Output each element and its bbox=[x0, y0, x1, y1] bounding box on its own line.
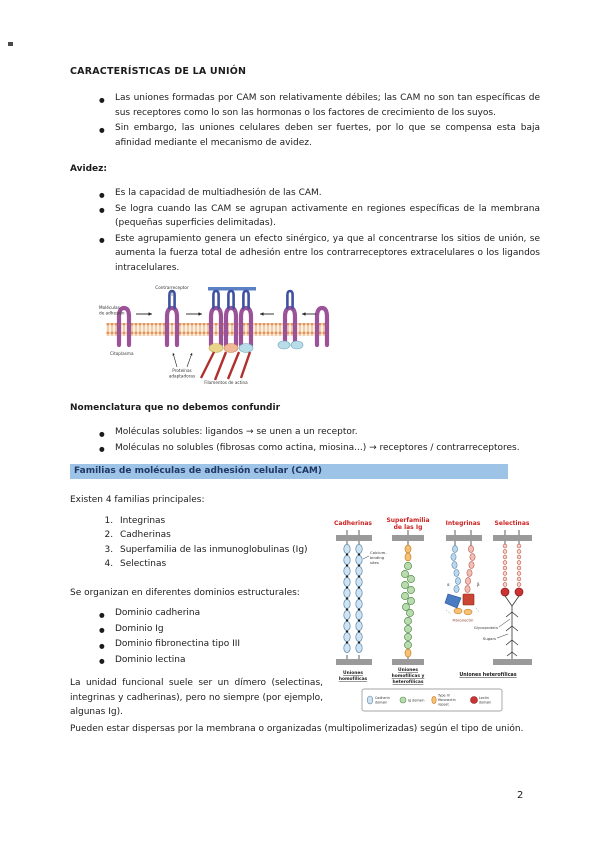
col-header-cadherinas: Cadherinas bbox=[334, 520, 372, 527]
selectin-dimer bbox=[501, 544, 523, 659]
col-header-superfamilia: Superfamilia bbox=[386, 517, 430, 524]
list-item: 4. Selectinas bbox=[116, 557, 540, 572]
list-item: ● Es la capacidad de multiadhesión de las CAM. bbox=[115, 186, 540, 201]
dominios-intro: Se organizan en diferentes dominios estructurales: bbox=[70, 587, 300, 598]
avidez-heading: Avidez: bbox=[70, 164, 107, 174]
binding-label-heterophilic: Uniones heterofílicas bbox=[459, 673, 517, 678]
glycoprotein-structure bbox=[505, 596, 519, 659]
adaptor-protein bbox=[278, 341, 290, 349]
list-item: ● Sin embargo, las uniones celulares deben ser fuertes, por lo que se compensa esta baja afinidad mediante el mecanismo de avidez. bbox=[115, 121, 540, 150]
list-item: 2. Cadherinas bbox=[116, 528, 540, 543]
label-alpha: α bbox=[447, 582, 450, 587]
svg-text:Ig domain: Ig domain bbox=[408, 698, 425, 703]
legend-ig-icon bbox=[400, 697, 406, 703]
paragraph-dimero: La unidad funcional suele ser un dímero (selectinas, integrinas y cadherinas), pero no siempre (por ejemplo, algunas Ig). bbox=[70, 678, 323, 717]
list-item: ● Este agrupamiento genera un efecto sinérgico, ya que al concentrarse los sitios de unión, se aumenta la fuerza total de adhesión entre los contrarreceptores extracelulares o los ligandos intracelulares. bbox=[115, 232, 540, 276]
list-item: ● Moléculas solubles: ligandos → se unen a un receptor. bbox=[115, 425, 540, 440]
membrane-bars-top bbox=[336, 535, 532, 541]
label-contrarreceptor: Contrarreceptor bbox=[155, 285, 189, 290]
label-calcium: Calcium- bbox=[370, 550, 387, 555]
list-item: 3. Superfamilia de las inmunoglobulinas (Ig) bbox=[116, 543, 540, 558]
svg-text:Type III: Type III bbox=[438, 693, 450, 698]
list-item: ● Las uniones formadas por CAM son relativamente débiles; las CAM no son tan específicas de sus receptores como lo son las hormonas o los factores de crecimiento de los suyos. bbox=[115, 91, 540, 120]
scan-artifact bbox=[8, 42, 13, 46]
label-citoplasma: Citoplasma bbox=[110, 351, 134, 356]
page-number: 2 bbox=[517, 790, 524, 801]
cam-families-figure bbox=[326, 513, 540, 719]
page-content bbox=[70, 66, 540, 736]
label-filamentos: Filamentos de actina bbox=[204, 380, 248, 385]
list-item: 1. Integrinas bbox=[116, 514, 540, 529]
svg-text:binding: binding bbox=[370, 555, 385, 560]
svg-text:domain: domain bbox=[375, 700, 388, 705]
label-adaptadoras: Proteínas bbox=[172, 368, 192, 373]
nomenclatura-list bbox=[70, 425, 540, 455]
actin-filaments bbox=[201, 352, 250, 380]
label-moleculas: Moléculas bbox=[99, 305, 120, 310]
list-item: ● Dominio cadherina bbox=[115, 606, 540, 621]
paragraph-dispersas: Pueden estar dispersas por la membrana o organizadas (multipolimerizadas) según el tipo de unión. bbox=[70, 723, 524, 734]
list-item: ● Se logra cuando las CAM se agrupan activamente en regiones específicas de la membrana (pequeñas superficies delimitadas). bbox=[115, 202, 540, 231]
adaptor-protein bbox=[209, 344, 223, 353]
col-header-selectinas: Selectinas bbox=[494, 520, 530, 527]
svg-text:homofílicas y: homofílicas y bbox=[391, 674, 425, 679]
cadherins-chain bbox=[344, 544, 362, 652]
familias-section bbox=[70, 493, 540, 736]
label-sugars: Sugars bbox=[482, 636, 496, 641]
svg-text:Lectin: Lectin bbox=[479, 696, 489, 700]
svg-text:heterofílicas: heterofílicas bbox=[392, 680, 424, 685]
legend-cadherin-icon bbox=[367, 696, 373, 704]
legend-lectin-icon bbox=[471, 697, 478, 704]
integrin-dimer bbox=[445, 546, 479, 615]
figure-legend bbox=[362, 689, 502, 711]
adaptor-protein bbox=[291, 341, 303, 349]
avidez-list bbox=[70, 186, 540, 275]
svg-text:fibronectin: fibronectin bbox=[438, 698, 456, 702]
svg-text:adaptadoras: adaptadoras bbox=[168, 373, 196, 379]
svg-text:sites: sites bbox=[370, 560, 379, 565]
binding-label-ig: Uniones bbox=[398, 668, 418, 673]
label-beta: β bbox=[477, 582, 480, 587]
membrane-diagram bbox=[98, 283, 336, 385]
section-heading-highlighted: Familias de moléculas de adhesión celular (CAM) bbox=[70, 464, 508, 479]
legend-fibronectin-icon bbox=[432, 696, 436, 703]
list-item: ● Moléculas no solubles (fibrosas como actina, miosina...) → receptores / contrarreceptores. bbox=[115, 441, 540, 456]
svg-text:repeat: repeat bbox=[438, 702, 449, 707]
binding-label-cadherins: Uniones bbox=[343, 671, 363, 676]
adaptor-protein bbox=[224, 344, 238, 353]
caracteristicas-list bbox=[70, 91, 540, 150]
list-item: ● Dominio lectina bbox=[115, 653, 540, 668]
list-item: ● Dominio Ig bbox=[115, 622, 540, 637]
page-title: CARACTERÍSTICAS DE LA UNIÓN bbox=[70, 66, 247, 77]
svg-text:homofílicas: homofílicas bbox=[338, 677, 368, 682]
familias-intro: Existen 4 familias principales: bbox=[70, 495, 205, 505]
list-item: ● Dominio fibronectina tipo III bbox=[115, 637, 540, 652]
label-fibronectin: Fibronectin bbox=[452, 617, 474, 623]
svg-text:Cadherin: Cadherin bbox=[375, 696, 390, 700]
svg-text:domain: domain bbox=[479, 700, 492, 705]
svg-text:de adhesión: de adhesión bbox=[99, 310, 125, 316]
ig-superfamily-chain bbox=[401, 545, 414, 657]
adaptor-protein bbox=[239, 344, 253, 353]
col-header-integrinas: Integrinas bbox=[445, 520, 481, 527]
svg-text:de las Ig: de las Ig bbox=[393, 524, 423, 531]
nomenclatura-heading: Nomenclatura que no debemos confundir bbox=[70, 403, 281, 413]
membrane-figure bbox=[98, 283, 540, 389]
cam-families-diagram bbox=[326, 513, 540, 715]
membrane-bars-bottom bbox=[336, 659, 532, 665]
label-glycoprotein: Glycoprotein bbox=[473, 625, 498, 630]
